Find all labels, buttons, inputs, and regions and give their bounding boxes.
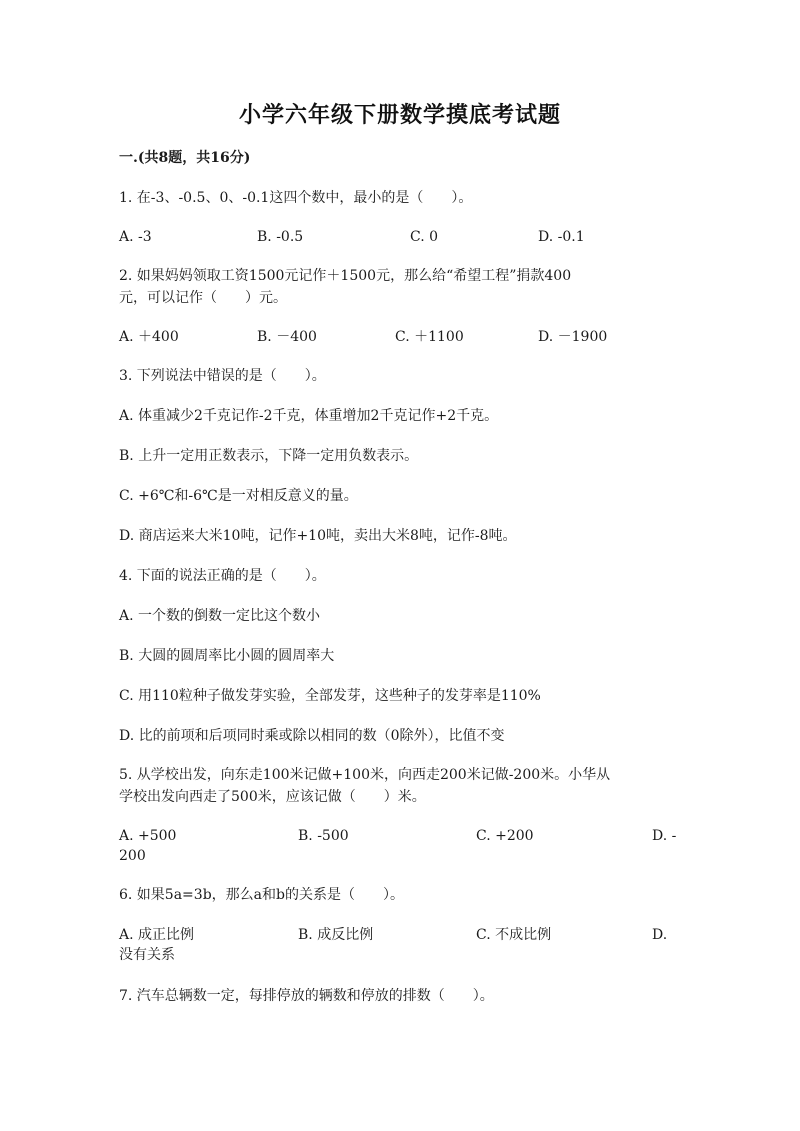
question-3-stem: 3. 下列说法中错误的是（ ）。 [119,368,326,384]
question-4-option-b: B. 大圆的圆周率比小圆的圆周率大 [119,648,335,664]
question-2-option-b: B. －400 [257,329,317,345]
question-2-option-d: D. －1900 [538,329,608,345]
question-5-option-c: C. +200 [476,828,534,844]
question-1-option-a: A. -3 [119,229,152,245]
question-7-stem: 7. 汽车总辆数一定，每排停放的辆数和停放的排数（ ）。 [119,988,494,1004]
question-4-option-a: A. 一个数的倒数一定比这个数小 [119,608,321,624]
section-heading: 一.(共8题，共16分) [119,150,251,166]
question-5-option-d-continued: 200 [119,848,146,864]
question-4-option-d: D. 比的前项和后项同时乘或除以相同的数（0除外），比值不变 [119,728,505,744]
question-4-option-c: C. 用110粒种子做发芽实验，全部发芽，这些种子的发芽率是110% [119,688,541,704]
question-5-stem-line-1: 5. 从学校出发，向东走100米记做+100米，向西走200米记做-200米。小华从 [119,767,611,783]
question-6-option-a: A. 成正比例 [119,927,195,943]
question-5-stem-line-2: 学校出发向西走了500米，应该记做（ ）米。 [119,789,426,805]
question-2-option-a: A. ＋400 [119,329,179,345]
question-3-option-d: D. 商店运来大米10吨，记作+10吨，卖出大米8吨，记作-8吨。 [119,528,517,544]
question-2-stem-line-2: 元，可以记作（ ）元。 [119,290,287,306]
question-1-stem: 1. 在-3、-0.5、0、-0.1这四个数中，最小的是（ ）。 [119,190,473,206]
question-4-stem: 4. 下面的说法正确的是（ ）。 [119,568,326,584]
question-2-option-c: C. ＋1100 [395,329,464,345]
question-5-option-d: D. - [652,828,677,844]
question-6-option-c: C. 不成比例 [476,927,552,943]
question-3-option-c: C. +6℃和-6℃是一对相反意义的量。 [119,488,358,504]
question-6-option-d-continued: 没有关系 [119,947,175,963]
question-6-option-b: B. 成反比例 [298,927,374,943]
question-1-option-b: B. -0.5 [257,229,304,245]
question-5-option-a: A. +500 [119,828,177,844]
question-5-option-b: B. -500 [298,828,349,844]
question-3-option-a: A. 体重减少2千克记作-2千克，体重增加2千克记作+2千克。 [119,408,499,424]
question-6-option-d: D. [652,927,668,943]
page-title: 小学六年级下册数学摸底考试题 [238,102,561,128]
question-1-option-d: D. -0.1 [538,229,585,245]
question-6-stem: 6. 如果5a=3b，那么a和b的关系是（ ）。 [119,887,404,903]
question-1-option-c: C. 0 [410,229,439,245]
question-2-stem-line-1: 2. 如果妈妈领取工资1500元记作＋1500元，那么给“希望工程”捐款400 [119,268,572,284]
question-3-option-b: B. 上升一定用正数表示，下降一定用负数表示。 [119,448,419,464]
